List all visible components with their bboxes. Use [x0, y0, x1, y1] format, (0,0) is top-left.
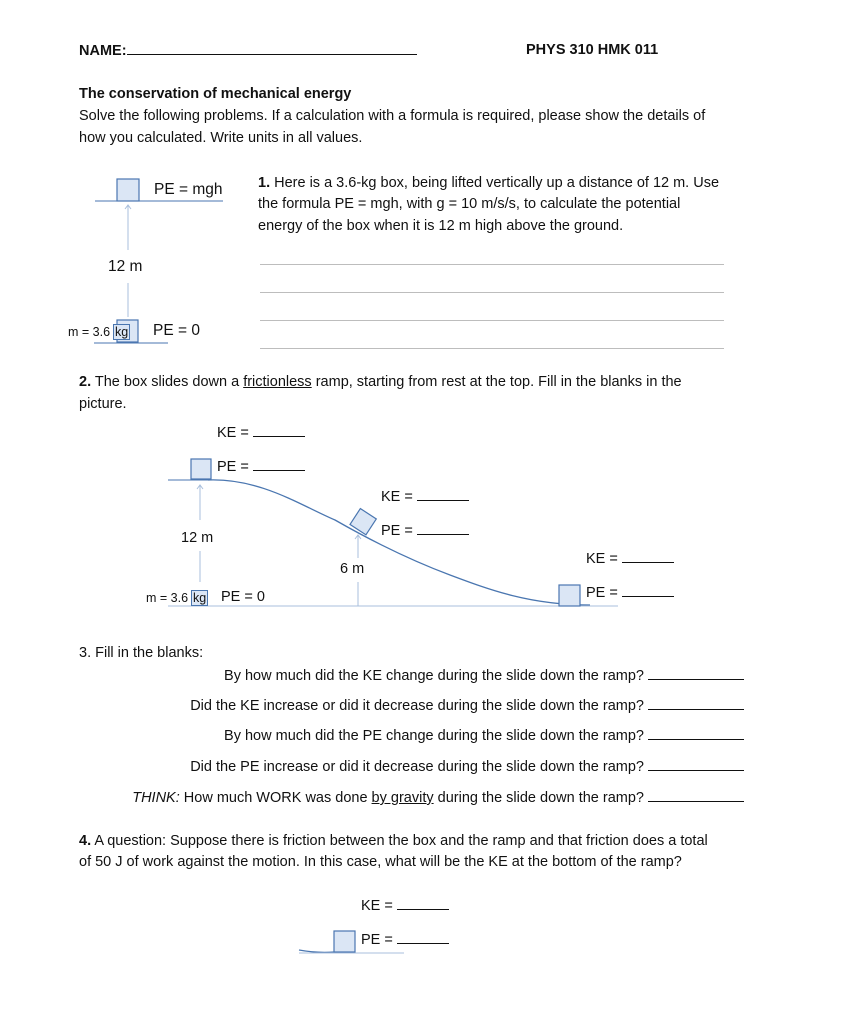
p4-pe-blank[interactable]: [397, 930, 449, 944]
p1-answer-line-1[interactable]: [260, 264, 724, 265]
p2-pe-top-blank[interactable]: [253, 457, 305, 471]
p2-pe-bottom: PE =: [586, 583, 674, 602]
p1-height-label: 12 m: [108, 258, 143, 275]
p3-answer-2[interactable]: [648, 696, 744, 710]
p2-box-bottom: [559, 585, 580, 606]
p2-line-2: picture.: [79, 396, 127, 412]
p1-line-2: the formula PE = mgh, with g = 10 m/s/s, to calculate the potential: [258, 196, 681, 212]
p2-mass-unit: kg: [193, 591, 207, 605]
p4-pe: PE =: [361, 930, 449, 949]
p1-answer-line-4[interactable]: [260, 348, 724, 349]
p2-mass-label: m = 3.6 kg: [146, 591, 207, 605]
p3-answer-3[interactable]: [648, 726, 744, 740]
p2-ke-bottom-blank[interactable]: [622, 549, 674, 563]
p2-pe-ground-label: PE = 0: [221, 589, 265, 605]
p3-question-4: Did the PE increase or did it decrease during the slide down the ramp?: [190, 757, 744, 776]
p3-answer-5[interactable]: [648, 788, 744, 802]
p2-box-top: [191, 459, 211, 479]
page-title: The conservation of mechanical energy: [79, 86, 352, 102]
p4-line-1: 4. A question: Suppose there is friction between the box and the ramp and that friction does a total: [79, 833, 708, 849]
course-code: PHYS 310 HMK 011: [526, 42, 659, 58]
p2-line-1: 2. The box slides down a frictionless ramp, starting from rest at the top. Fill in the blanks in the: [79, 374, 682, 390]
p4-ke: KE =: [361, 896, 449, 915]
p2-ke-mid-blank[interactable]: [417, 487, 469, 501]
p3-question-2: Did the KE increase or did it decrease during the slide down the ramp?: [190, 696, 744, 715]
p1-pe-bottom-label: PE = 0: [153, 322, 200, 339]
p2-pe-mid-blank[interactable]: [417, 521, 469, 535]
p2-height-mid-label: 6 m: [340, 561, 365, 577]
p1-line-3: energy of the box when it is 12 m high above the ground.: [258, 218, 624, 234]
p2-ke-top-blank[interactable]: [253, 423, 305, 437]
p2-ke-top: KE =: [217, 423, 305, 442]
p1-answer-line-3[interactable]: [260, 320, 724, 321]
p4-line-2: of 50 J of work against the motion. In this case, what will be the KE at the bottom of the ramp?: [79, 854, 682, 870]
p1-mass-unit: kg: [115, 325, 129, 339]
intro-line-2: how you calculated. Write units in all values.: [79, 130, 363, 146]
p3-label: 3. Fill in the blanks:: [79, 645, 204, 661]
p2-pe-bottom-blank[interactable]: [622, 583, 674, 597]
p4-ke-blank[interactable]: [397, 896, 449, 910]
p1-answer-line-2[interactable]: [260, 292, 724, 293]
p4-box: [334, 931, 355, 952]
p1-pe-top-label: PE = mgh: [154, 181, 223, 198]
name-label: NAME:: [79, 41, 417, 60]
p3-question-1: By how much did the KE change during the slide down the ramp?: [224, 666, 744, 685]
p2-height-top-label: 12 m: [181, 530, 214, 546]
p1-box-top: [117, 179, 139, 201]
p1-line-1: 1. Here is a 3.6-kg box, being lifted vertically up a distance of 12 m. Use: [258, 175, 720, 191]
intro-line-1: Solve the following problems. If a calculation with a formula is required, please show the details of: [79, 108, 706, 124]
p2-pe-top: PE =: [217, 457, 305, 476]
p3-answer-4[interactable]: [648, 757, 744, 771]
p3-question-5: THINK: How much WORK was done by gravity during the slide down the ramp?: [132, 788, 744, 807]
p4-ramp-end: [299, 950, 334, 952]
p2-ke-bottom: KE =: [586, 549, 674, 568]
p3-question-3: By how much did the PE change during the slide down the ramp?: [224, 726, 744, 745]
p2-pe-mid: PE =: [381, 521, 469, 540]
p1-mass-label: m = 3.6 kg: [68, 325, 129, 339]
p2-ke-mid: KE =: [381, 487, 469, 506]
p3-answer-1[interactable]: [648, 666, 744, 680]
